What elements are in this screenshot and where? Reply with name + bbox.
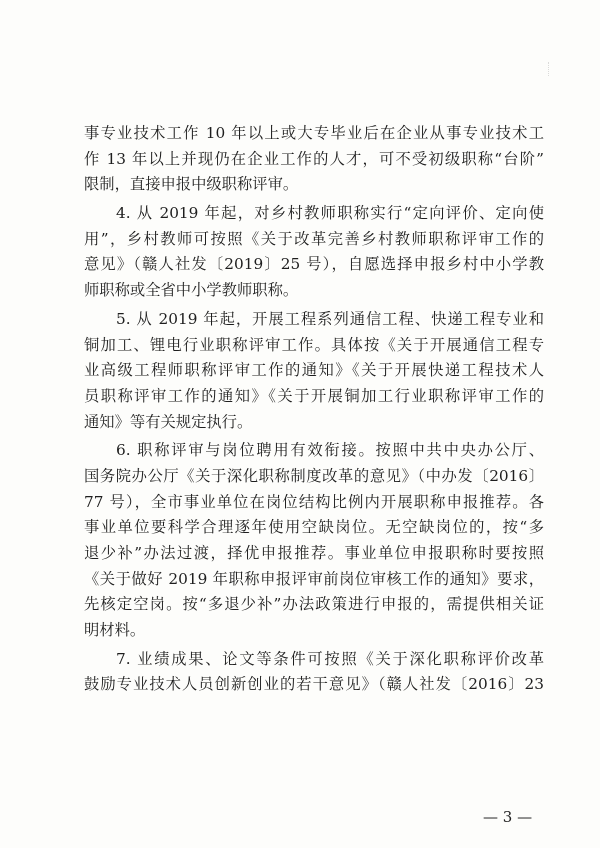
- text-line: 限制，直接申报中级职称评审。: [84, 175, 299, 194]
- text-line: 国务院办公厅《关于深化职称制度改革的意见》（中办发〔2016〕: [84, 466, 544, 485]
- text-line: 退少补”办法过渡，择优申报推荐。事业单位申报职称时要按照: [84, 544, 544, 562]
- text-line: 明材料。: [84, 621, 146, 640]
- text-line: 7. 业绩成果、论文等条件可按照《关于深化职称评价改革: [116, 649, 544, 668]
- body-text: [84, 121, 544, 698]
- text-line: 5. 从 2019 年起，开展工程系列通信工程、快递工程专业和: [116, 309, 544, 328]
- text-line: 6. 职称评审与岗位聘用有效衔接。按照中共中央办公厅、: [116, 441, 544, 460]
- text-line: 《关于做好 2019 年职称申报评审前岗位审核工作的通知》要求，: [84, 569, 544, 588]
- scan-mark: [548, 62, 561, 76]
- text-line: 用”，乡村教师可按照《关于改革完善乡村教师职称评审工作的: [84, 229, 544, 248]
- page-number: — 3 —: [483, 808, 533, 826]
- text-line: 4. 从 2019 年起，对乡村教师职称实行“定向评价、定向使: [116, 204, 544, 223]
- text-line: 意见》（赣人社发〔2019〕25 号），自愿选择申报乡村中小学教: [84, 255, 544, 274]
- text-line: 鼓励专业技术人员创新创业的若干意见》（赣人社发〔2016〕23: [84, 675, 544, 694]
- text-line: 业高级工程师职称评审工作的通知》《关于开展快递工程技术人: [84, 361, 544, 380]
- text-line: 先核定空岗。按“多退少补”办法政策进行申报的，需提供相关证: [84, 595, 544, 614]
- text-line: 77 号），全市事业单位在岗位结构比例内开展职称申报推荐。各: [84, 492, 544, 511]
- text-line: 作 13 年以上并现仍在企业工作的人才，可不受初级职称“台阶”: [84, 149, 544, 168]
- text-line: 事专业技术工作 10 年以上或大专毕业后在企业从事专业技术工: [84, 124, 544, 142]
- text-line: 师职称或全省中小学教师职称。: [84, 281, 299, 300]
- text-line: 事业单位要科学合理逐年使用空缺岗位。无空缺岗位的，按“多: [84, 518, 544, 537]
- text-line: 通知》等有关规定执行。: [84, 412, 253, 431]
- text-line: 铜加工、锂电行业职称评审工作。具体按《关于开展通信工程专: [84, 335, 544, 354]
- text-line: 员职称评审工作的通知》《关于开展铜加工行业职称评审工作的: [84, 386, 544, 405]
